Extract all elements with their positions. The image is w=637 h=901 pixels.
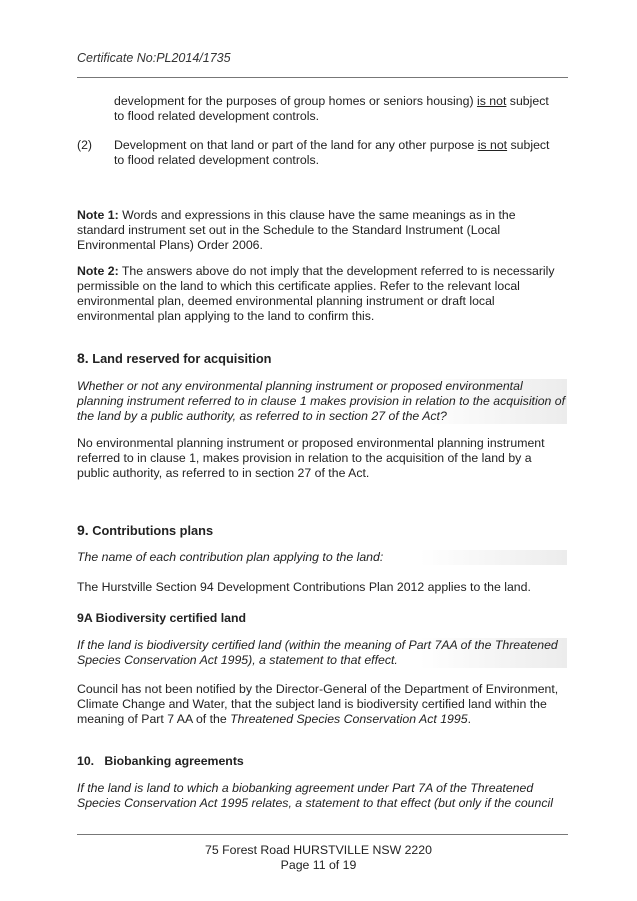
note-1-text: Words and expressions in this clause have the same meanings as in the standard instrument set out in the Schedule to the Standard Instrument (Local Environmental Plans) Order 2006. xyxy=(77,208,516,252)
section-8-title: Land reserved for acquisition xyxy=(92,351,272,366)
item-2-tail: subject xyxy=(510,138,550,152)
note-1 xyxy=(77,208,565,253)
is-not-text: is not xyxy=(477,138,508,152)
note-2 xyxy=(77,264,565,324)
header-divider xyxy=(77,77,568,78)
note-2-text: The answers above do not imply that the development referred to is necessarily permissible on the land to which this certificate applies. Refer to the relevant local environmental plan, deemed environmental planning instrument or draft local environmental plan applying to the land to confirm this. xyxy=(77,264,555,323)
section-9-answer: The Hurstville Section 94 Development Contributions Plan 2012 applies to the land. xyxy=(77,580,531,594)
section-10-heading xyxy=(77,753,244,769)
section-10-number: 10. xyxy=(77,754,95,768)
intro-line-a-tail: subject xyxy=(506,94,549,108)
section-8-answer: No environmental planning instrument or proposed environmental planning instrument referred to in clause 1, makes provision in relation to the acquisition of the land by a public authority, as referred to in section 27 of the Act. xyxy=(77,436,545,480)
section-8-question: Whether or not any environmental planning instrument or proposed environmental planning instrument referred to in clause 1 makes provision in relation to the acquisition of the land by a public authority, as referred to in section 27 of the Act? xyxy=(77,379,566,423)
section-9a-act-name: Threatened Species Conservation Act 1995 xyxy=(230,712,468,726)
item-2-text: Development on that land or part of the land for any other purpose xyxy=(114,138,475,152)
intro-line-b: to flood related development controls. xyxy=(114,109,320,123)
section-10-title: Biobanking agreements xyxy=(104,754,244,768)
item-2-line2: to flood related development controls. xyxy=(114,153,320,167)
note-2-label: Note 2: xyxy=(77,264,119,278)
certificate-number: Certificate No:PL2014/1735 xyxy=(77,51,231,65)
section-9a-answer xyxy=(77,682,569,727)
note-1-label: Note 1: xyxy=(77,208,119,222)
section-8-heading xyxy=(77,350,271,367)
section-9a-answer-text: Council has not been notified by the Director-General of the Department of Environment, Climate Change and Water, that the subject land is biodiversity certified land within the meaning of Part 7 AA of the xyxy=(77,682,559,726)
item-2-paragraph xyxy=(114,138,565,168)
section-8-number: 8. xyxy=(77,350,89,366)
is-not-text: is not xyxy=(476,94,507,108)
section-9-question: The name of each contribution plan applying to the land: xyxy=(77,550,567,565)
footer-divider xyxy=(77,834,568,835)
section-9-heading xyxy=(77,522,213,539)
section-10-question: If the land is land to which a biobanking agreement under Part 7A of the Threatened Species Conservation Act 1995 relates, a statement to that effect (but only if the council xyxy=(77,781,553,810)
footer-address: 75 Forest Road HURSTVILLE NSW 2220 xyxy=(205,843,432,857)
section-9-number: 9. xyxy=(77,522,89,538)
intro-line-a: development for the purposes of group homes or seniors housing) xyxy=(114,94,474,108)
section-9a-heading: 9A Biodiversity certified land xyxy=(77,611,247,625)
item-2-number: (2) xyxy=(77,138,93,152)
section-9-title: Contributions plans xyxy=(92,523,214,538)
section-9a-answer-end: . xyxy=(467,712,471,726)
intro-paragraph xyxy=(114,94,565,124)
page-number: Page 11 of 19 xyxy=(280,858,357,872)
section-9a-question: If the land is biodiversity certified land (within the meaning of Part 7AA of the Threatened Species Conservation Act 1995), a statement to that effect. xyxy=(77,638,567,668)
